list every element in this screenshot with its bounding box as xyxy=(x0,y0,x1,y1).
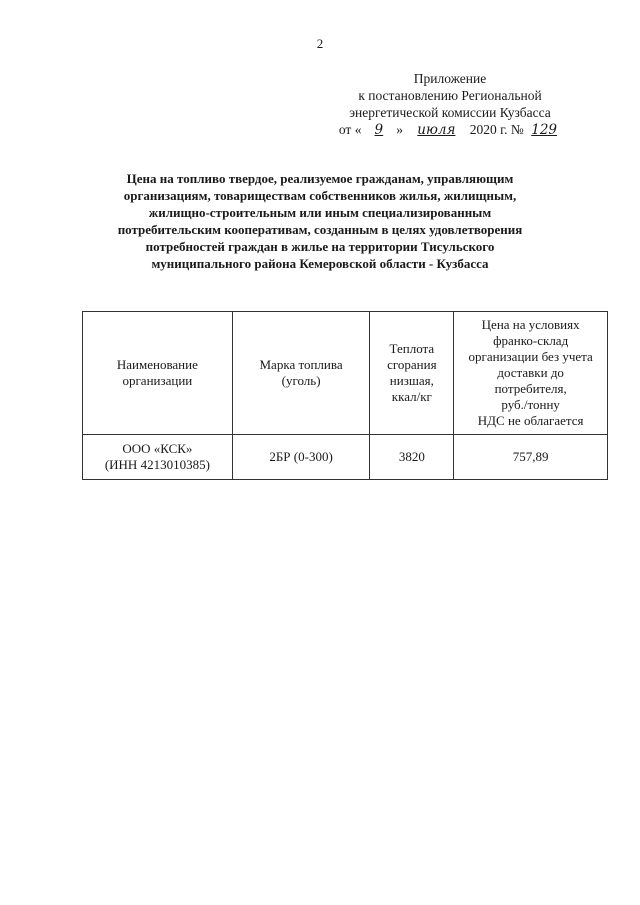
title-line-4: потребительским кооперативам, созданным в целях удовлетворения xyxy=(117,222,523,237)
handwritten-day: 9 xyxy=(374,122,384,138)
appendix-line-1: Приложение xyxy=(413,71,487,86)
title-line-2: организациям, товариществам собственников жилья, жилищным, xyxy=(123,188,517,203)
title-line-6: муниципального района Кемеровской области - Кузбасса xyxy=(151,256,489,271)
appendix-line-3: энергетической комиссии Кузбасса xyxy=(349,105,551,120)
price-table xyxy=(82,311,608,480)
title-line-5: потребностей граждан в жилье на территории Тисульского xyxy=(145,239,495,254)
date-mid: » xyxy=(396,122,403,137)
date-prefix: от « xyxy=(338,122,362,137)
appendix-date-line xyxy=(300,121,600,139)
cell-organization: ООО «КСК» (ИНН 4213010385) xyxy=(83,435,233,480)
table-row xyxy=(83,435,608,480)
page-number: 2 xyxy=(316,36,324,51)
cell-calorific-value: 3820 xyxy=(370,435,454,480)
header-fuel-grade: Марка топлива (уголь) xyxy=(232,312,370,435)
document-title xyxy=(60,170,580,272)
table-header-row xyxy=(83,312,608,435)
year-text: 2020 г. № xyxy=(469,122,524,137)
handwritten-month: июля xyxy=(417,122,456,138)
header-organization-name: Наименование организации xyxy=(83,312,233,435)
cell-fuel-grade: 2БР (0-300) xyxy=(232,435,370,480)
header-price: Цена на условиях франко-склад организации без учета доставки до потребителя, руб./тонну НДС не облагается xyxy=(454,312,608,435)
appendix-block xyxy=(300,70,600,139)
header-calorific-value: Теплота сгорания низшая, ккал/кг xyxy=(370,312,454,435)
title-line-1: Цена на топливо твердое, реализуемое гражданам, управляющим xyxy=(126,171,514,186)
handwritten-number: 129 xyxy=(531,122,558,138)
appendix-line-2: к постановлению Региональной xyxy=(358,88,542,103)
cell-price: 757,89 xyxy=(454,435,608,480)
title-line-3: жилищно-строительным или иным специализированным xyxy=(148,205,492,220)
